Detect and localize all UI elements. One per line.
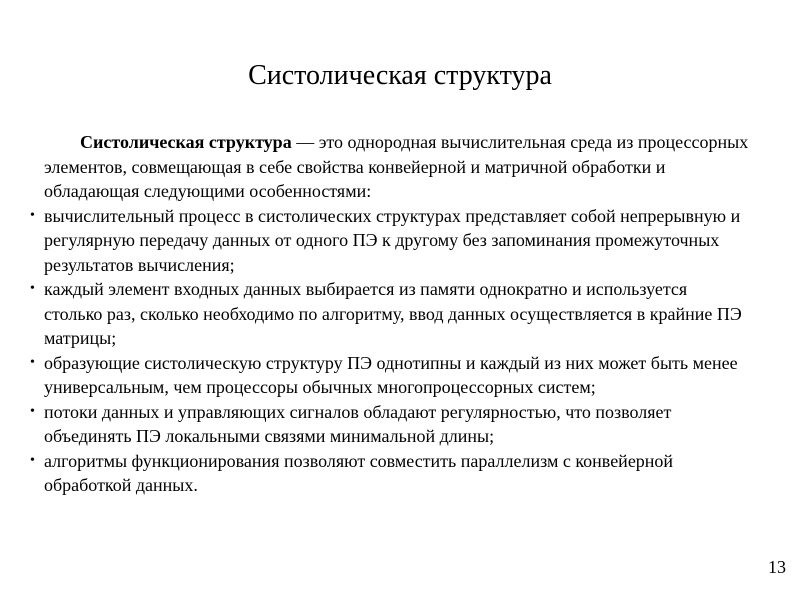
bullet-dot-icon: • [30, 281, 35, 296]
slide-title: Систолическая структура [248, 60, 552, 91]
intro-term: Систолическая структура [80, 132, 292, 152]
list-item [30, 277, 750, 351]
intro-text: — это однородная вычислительная среда из процессорных элементов, совмещающая в себе свойства конвейерной и матричной обработки и обладающая следующими особенностями: [44, 132, 749, 201]
bullet-list [30, 204, 750, 498]
list-item-text: потоки данных и управляющих сигналов обладают регулярностью, что позволяет объединять ПЭ локальными связями минимальной длины; [44, 401, 672, 446]
slide-content [30, 130, 750, 498]
list-item [30, 351, 750, 400]
intro-paragraph [30, 130, 750, 204]
page-number: 13 [768, 557, 786, 577]
bullet-dot-icon: • [30, 354, 35, 370]
bullet-dot-icon: • [30, 403, 35, 419]
list-item [30, 449, 750, 498]
list-item-text: алгоритмы функционирования позволяют совместить параллелизм с конвейерной обработкой данных. [44, 450, 674, 495]
list-item-text: вычислительный процесс в систолических структурах представляет собой непрерывную и регулярную передачу данных от одного ПЭ к другому без запоминания промежуточных результатов вычисления; [44, 205, 741, 275]
list-item-text: образующие систолическую структуру ПЭ однотипны и каждый из них может быть менее универсальным, чем процессоры обычных многопроцессорных систем; [44, 352, 738, 397]
bullet-dot-icon: • [30, 207, 35, 223]
list-item-text: каждый элемент входных данных выбирается из памяти однократно и используется столько раз, сколько необходимо по алгоритму, ввод данных осуществляется в крайние ПЭ матрицы; [44, 279, 742, 348]
list-item [30, 204, 750, 278]
list-item [30, 400, 750, 449]
bullet-dot-icon: • [30, 452, 35, 468]
